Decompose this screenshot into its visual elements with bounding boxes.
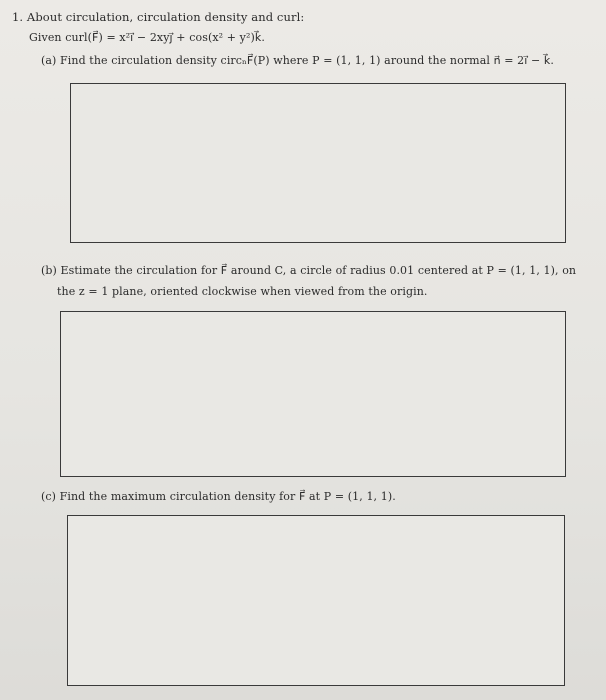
part-b-question-line-2: the z = 1 plane, oriented clockwise when viewed from the origin. <box>57 285 428 298</box>
part-b-question-line-1: (b) Estimate the circulation for F⃗ around C, a circle of radius 0.01 centered at P = (1, 1, 1), on <box>41 264 577 277</box>
part-a-answer-box[interactable] <box>70 83 566 243</box>
part-c-answer-box[interactable] <box>67 515 565 686</box>
problem-heading: 1. About circulation, circulation density and curl: <box>12 10 305 24</box>
part-a-question: (a) Find the circulation density circₙF⃗(P) where P = (1, 1, 1) around the normal n⃗ = 2i⃗ − k⃗. <box>41 54 555 67</box>
given-curl-statement: Given curl(F⃗) = x²i⃗ − 2xyj⃗ + cos(x² + y²)k⃗. <box>29 31 265 44</box>
part-b-answer-box[interactable] <box>60 311 566 477</box>
part-c-question: (c) Find the maximum circulation density for F⃗ at P = (1, 1, 1). <box>41 490 396 503</box>
